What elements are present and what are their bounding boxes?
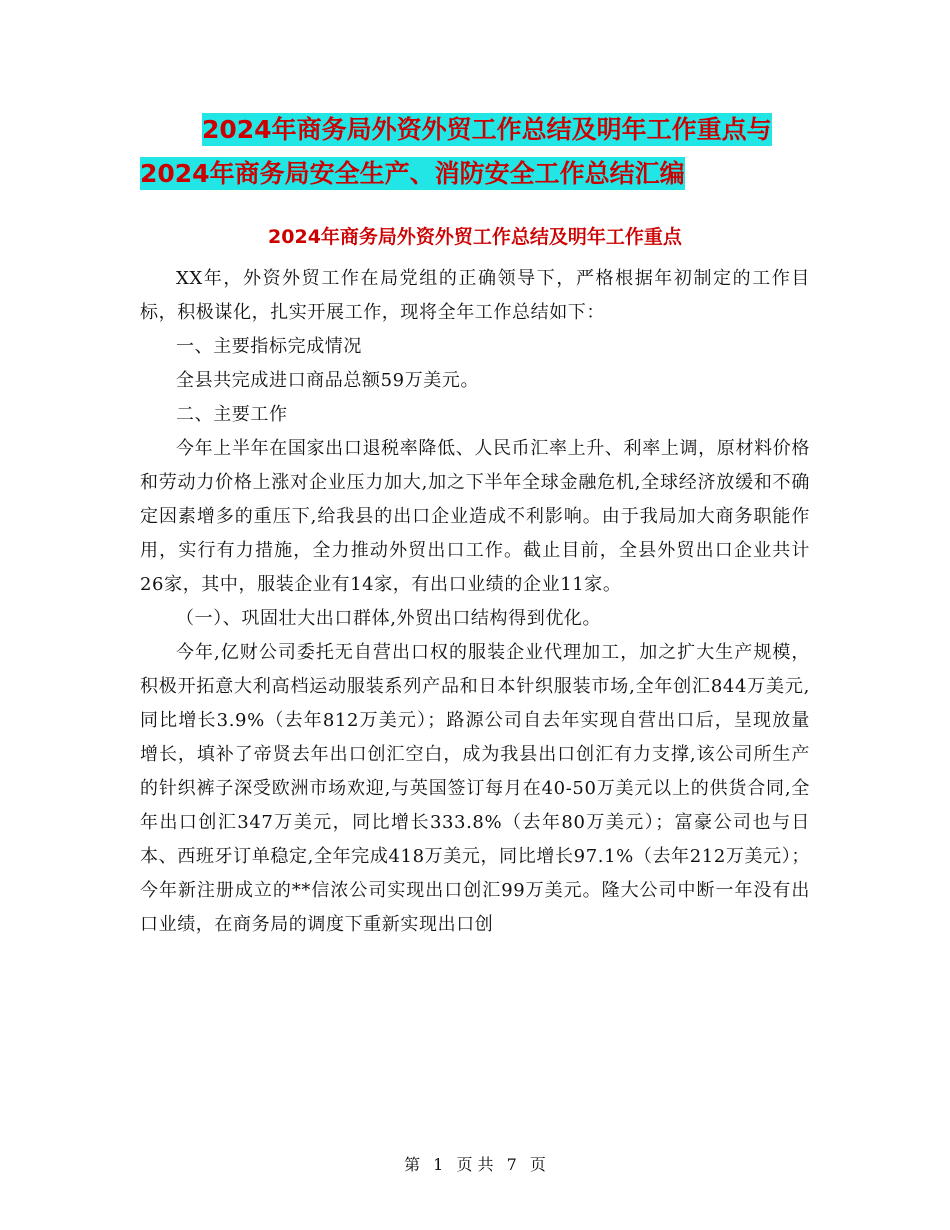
paragraph-company-results: 今年,亿财公司委托无自营出口权的服装企业代理加工，加之扩大生产规模，积极开拓意大利高档运动服装系列产品和日本针织服装市场,全年创汇844万美元,同比增长3.9%（去年812万美元）；路源公司自去年实现自营出口后，呈现放量增长，填补了帝贤去年出口创汇空白，成为我县出口创汇有力支撑,该公司所生产的针织裤子深受欧洲市场欢迎,与英国签订每月在40-50万美元以上的供货合同,全年出口创汇347万美元，同比增长333.8%（去年80万美元）；富豪公司也与日本、西班牙订单稳定,全年完成418万美元，同比增长97.1%（去年212万美元）；今年新注册成立的**信浓公司实现出口创汇99万美元。隆大公司中断一年没有出口业绩，在商务局的调度下重新实现出口创 <box>140 642 810 935</box>
footer-page-total: 7 <box>506 1155 517 1174</box>
document-title-line-1 <box>202 108 882 152</box>
section-title: 2024年商务局外资外贸工作总结及明年工作重点 <box>268 226 682 248</box>
footer-page-current: 1 <box>433 1155 444 1174</box>
document-title-line-2 <box>140 152 820 196</box>
paragraph-export-situation: 今年上半年在国家出口退税率降低、人民币汇率上升、利率上调，原材料价格和劳动力价格上涨对企业压力加大,加之下半年全球金融危机,全球经济放缓和不确定因素增多的重压下,给我县的出口企业造成不利影响。由于我局加大商务职能作用，实行有力措施，全力推动外贸出口工作。截止目前，全县外贸出口企业共计26家，其中，服装企业有14家，有出口业绩的企业11家。 <box>140 438 810 595</box>
heading-main-indicators: 一、主要指标完成情况 <box>176 336 362 357</box>
footer-prefix: 第 <box>404 1155 421 1174</box>
title-highlight: 2024年商务局外资外贸工作总结及明年工作重点与 <box>202 115 772 144</box>
paragraph-import-total: 全县共完成进口商品总额59万美元。 <box>176 370 480 391</box>
paragraph-intro: XX年，外资外贸工作在局党组的正确领导下，严格根据年初制定的工作目标，积极谋化，扎实开展工作，现将全年工作总结如下： <box>140 268 810 323</box>
footer-mid: 页 共 <box>456 1155 494 1174</box>
page-footer <box>0 1152 950 1175</box>
subheading-export-structure: （一）、巩固壮大出口群体,外贸出口结构得到优化。 <box>176 608 602 629</box>
document-body <box>140 262 810 942</box>
heading-main-work: 二、主要工作 <box>176 404 288 425</box>
title-highlight: 2024年商务局安全生产、消防安全工作总结汇编 <box>140 159 685 188</box>
footer-suffix: 页 <box>529 1155 546 1174</box>
